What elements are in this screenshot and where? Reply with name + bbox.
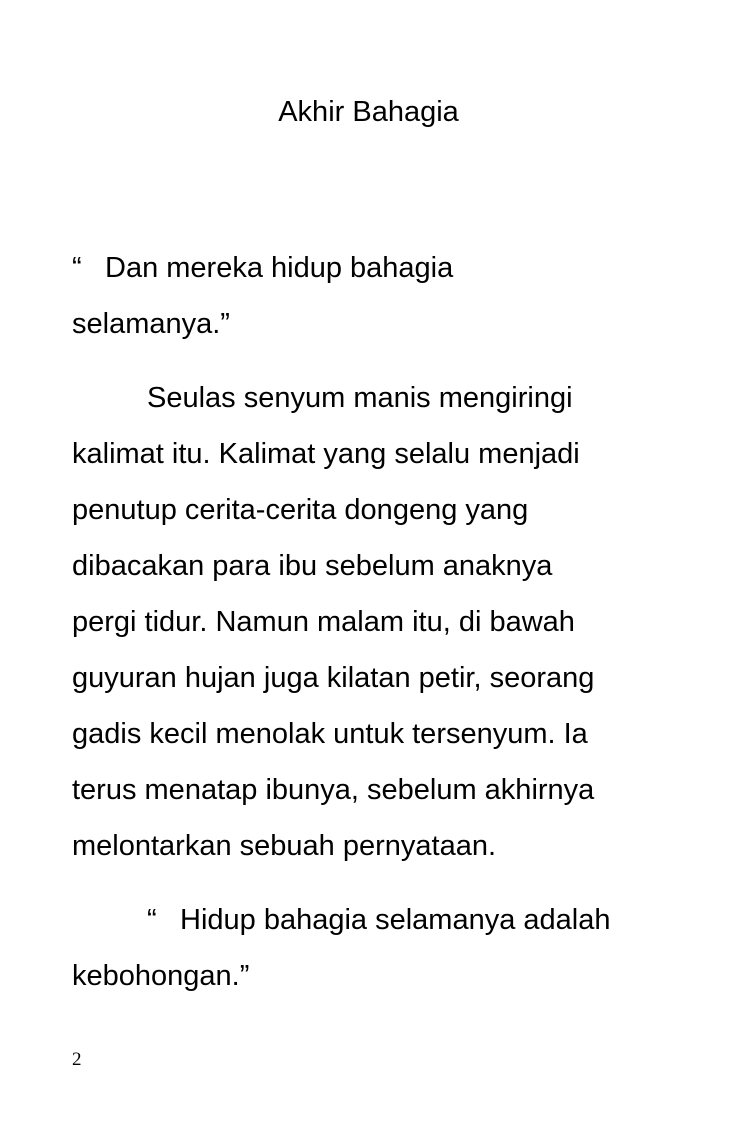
paragraph-line: Seulas senyum manis mengiringi [147, 382, 573, 414]
paragraph-line [72, 240, 672, 296]
open-quote-mark: “ [147, 904, 157, 936]
paragraph-narrative [72, 370, 672, 874]
page-number: 2 [72, 1049, 82, 1070]
paragraph-line: dibacakan para ibu sebelum anaknya [72, 550, 553, 582]
paragraph-line-text: Dan mereka hidup bahagia [105, 252, 454, 284]
paragraph-line: pergi tidur. Namun malam itu, di bawah [72, 606, 575, 638]
paragraph-closing-quote [72, 892, 672, 1004]
open-quote-mark: “ [72, 252, 82, 284]
paragraph-line [72, 892, 672, 948]
paragraph-line: guyuran hujan juga kilatan petir, seorang [72, 662, 595, 694]
paragraph-line: penutup cerita-cerita dongeng yang [72, 494, 529, 526]
paragraph-line: terus menatap ibunya, sebelum akhirnya [72, 774, 595, 806]
chapter-title: Akhir Bahagia [278, 96, 459, 128]
paragraph-line-text: Hidup bahagia selamanya adalah [180, 904, 611, 936]
paragraph-line: selamanya.” [72, 308, 230, 340]
paragraph-line: kebohongan.” [72, 960, 250, 992]
paragraph-opening-quote [72, 240, 672, 352]
paragraph-line: kalimat itu. Kalimat yang selalu menjadi [72, 438, 580, 470]
paragraph-line: gadis kecil menolak untuk tersenyum. Ia [72, 718, 588, 750]
paragraph-line: melontarkan sebuah pernyataan. [72, 830, 497, 862]
